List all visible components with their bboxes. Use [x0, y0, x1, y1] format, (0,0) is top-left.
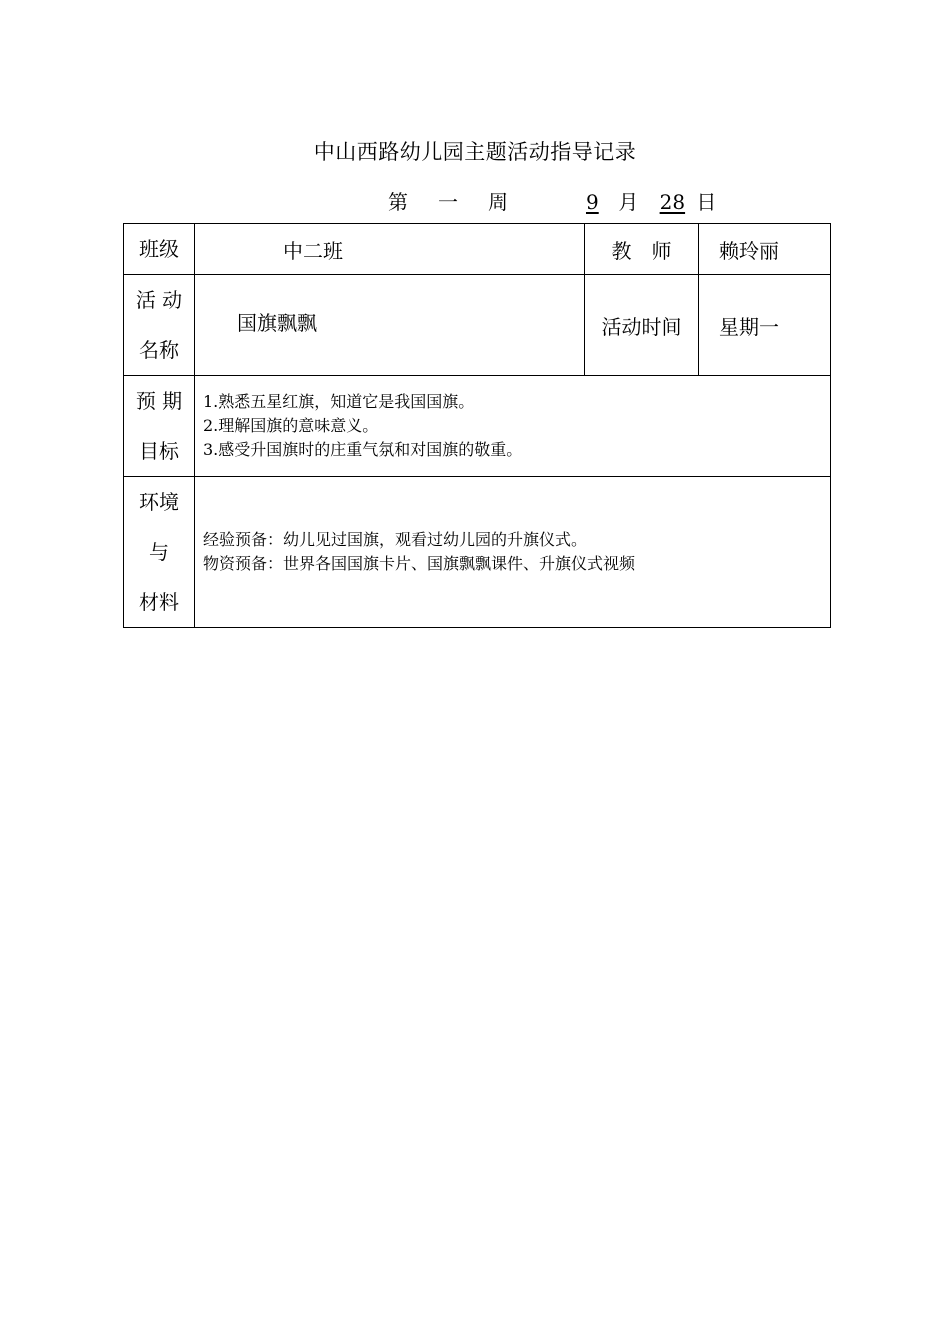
week-label — [388, 190, 514, 214]
activity-time-value: 星期一 — [699, 275, 831, 376]
goal-item-1: 1.熟悉五星红旗，知道它是我国国旗。 — [203, 392, 475, 411]
env-item-2: 物资预备：世界各国国旗卡片、国旗飘飘课件、升旗仪式视频 — [203, 554, 636, 573]
table-row — [124, 376, 831, 477]
class-label: 班级 — [124, 224, 195, 275]
date-line — [388, 186, 716, 215]
environment-materials-label — [124, 477, 195, 628]
day-label: 日 — [696, 190, 717, 214]
table-row — [124, 275, 831, 376]
month-label: 月 — [618, 190, 639, 214]
activity-name-label-line-2: 名称 — [139, 338, 179, 362]
table-row — [124, 224, 831, 275]
goal-item-3: 3.感受升国旗时的庄重气氛和对国旗的敬重。 — [203, 440, 523, 459]
goals-label-line-1: 预 期 — [135, 389, 183, 413]
env-label-line-3: 材料 — [139, 590, 179, 614]
week-char-3: 周 — [488, 190, 508, 214]
goal-item-2: 2.理解国旗的意味意义。 — [203, 416, 379, 435]
goals-label — [124, 376, 195, 477]
activity-record-table — [123, 223, 831, 628]
week-char-2: 一 — [438, 190, 458, 214]
month-value: 9 — [585, 190, 599, 214]
day-value: 28 — [659, 190, 686, 214]
teacher-label: 教 师 — [585, 224, 699, 275]
goals-content — [195, 376, 831, 477]
env-label-line-2: 与 — [149, 540, 169, 564]
env-item-1: 经验预备：幼儿见过国旗，观看过幼儿园的升旗仪式。 — [203, 530, 588, 549]
activity-name-label-line-1: 活 动 — [135, 288, 183, 312]
goals-label-line-2: 目标 — [139, 439, 179, 463]
env-label-line-1: 环境 — [139, 490, 179, 514]
week-char-1: 第 — [388, 190, 408, 214]
activity-name-label — [124, 275, 195, 376]
activity-time-label: 活动时间 — [585, 275, 699, 376]
teacher-value: 赖玲丽 — [699, 224, 831, 275]
document-title: 中山西路幼儿园主题活动指导记录 — [313, 140, 637, 164]
class-value: 中二班 — [195, 224, 585, 275]
table-row — [124, 477, 831, 628]
environment-materials-content — [195, 477, 831, 628]
activity-name-value: 国旗飘飘 — [195, 275, 585, 376]
